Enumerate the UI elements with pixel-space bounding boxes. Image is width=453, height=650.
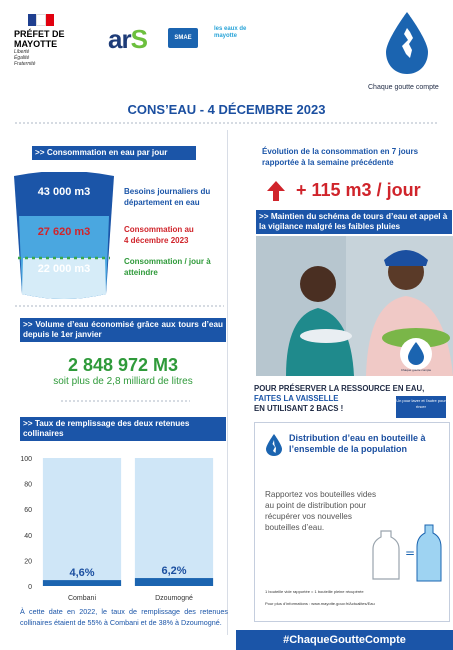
- current-label-line-2: 4 décembre 2023: [124, 236, 189, 245]
- distribution-rule: 1 bouteille vide rapportée = 1 bouteille pleine récupérée: [265, 589, 364, 594]
- bar: [43, 580, 121, 586]
- section-divider-2: [60, 400, 190, 402]
- evolution-text: Évolution de la consommation en 7 jours rapportée à la semaine précédente: [262, 147, 419, 167]
- evolution-value: + 115 m3 / jour: [296, 180, 421, 200]
- french-flag-icon: [28, 14, 54, 26]
- saved-header: >> Volume d’eau économisé grâce aux tours d’eau depuis le 1er janvier: [20, 318, 226, 342]
- poster-line-2: FAITES LA VAISSELLE: [254, 394, 339, 403]
- y-tick-label: 20: [24, 558, 32, 566]
- distribution-title: Distribution d’eau en bouteille à l’ensemble de la population: [289, 433, 426, 454]
- motto-egalite: Égalité: [14, 55, 30, 61]
- needs-label: Besoins journaliers du département en eau: [124, 187, 211, 207]
- poster-line-3: EN UTILISANT 2 BACS !: [254, 404, 344, 413]
- drop-caption: Chaque goutte compte: [368, 84, 439, 91]
- current-value: 27 620 m3: [37, 226, 91, 238]
- smae-logo: SMAE: [168, 28, 198, 48]
- y-tick-label: 60: [24, 507, 32, 515]
- poster-tag: Un pour laver et l’autre pour rincer: [396, 396, 446, 418]
- fill-rate-note: À cette date en 2022, le taux de remplissage des retenues collinaires étaient de 55% à Combani et de 38% à Dzoumogné.: [20, 607, 228, 627]
- target-label: Consommation / jour à atteindre: [124, 257, 211, 277]
- prefet-title: PRÉFET DE MAYOTTE: [14, 29, 65, 49]
- maintain-header: >> Maintien du schéma de tours d’eau et appel à la vigilance malgré les faibles pluies: [256, 210, 452, 234]
- hashtag-banner: [236, 630, 453, 650]
- drop-icon: [265, 433, 283, 457]
- y-tick-label: 100: [20, 456, 32, 463]
- saved-subtitle: soit plus de 2,8 milliard de litres: [53, 376, 193, 387]
- ars-logo-text: ar: [108, 24, 131, 54]
- page-title: CONS’EAU - 4 DÉCEMBRE 2023: [127, 102, 326, 117]
- svg-text:=: =: [405, 546, 416, 560]
- water-drop-logo-icon: [382, 10, 432, 76]
- arrow-up-icon: [266, 180, 286, 202]
- section-divider-1: [14, 305, 224, 307]
- hashtag-text: #ChaqueGoutteCompte: [283, 634, 406, 646]
- chart-title: >> Taux de remplissage des deux retenues collinaires: [20, 417, 226, 441]
- ars-logo: [108, 24, 147, 55]
- bar: [135, 578, 213, 586]
- motto-fraternite: Fraternité: [14, 61, 36, 67]
- title-divider: [14, 122, 439, 124]
- poster-badge: Chaque goutte compte: [400, 368, 432, 372]
- distribution-info: Pour plus d’informations : www.mayotte.gouv.fr/Actualites/Eau: [265, 601, 375, 606]
- y-tick-label: 80: [24, 481, 32, 489]
- current-label: [124, 224, 228, 246]
- bar-value-label: 6,2%: [161, 565, 187, 578]
- bottles-icon: [369, 521, 445, 583]
- prefet-logo: [14, 14, 94, 67]
- eaux-logo: les eaux de mayotte: [214, 26, 247, 39]
- needs-value: 43 000 m3: [37, 186, 91, 198]
- distribution-body: Rapportez vos bouteilles vides au point de distribution pour récupérer vos nouvelles bouteilles d’eau.: [265, 490, 377, 532]
- motto-liberte: Liberté: [14, 49, 30, 55]
- consumption-header: >> Consommation en eau par jour: [32, 146, 196, 160]
- saved-value: 2 848 972 M3: [67, 355, 179, 375]
- y-tick-label: 0: [28, 584, 32, 591]
- y-tick-label: 40: [24, 532, 32, 540]
- bar-value-label: 4,6%: [69, 567, 95, 580]
- dishwashing-illustration-icon: [256, 236, 453, 376]
- target-value: 22 000 m3: [37, 263, 91, 275]
- ars-logo-s: S: [130, 24, 147, 54]
- campaign-photo: [256, 236, 453, 376]
- poster-line-1: POUR PRÉSERVER LA RESSOURCE EN EAU,: [254, 384, 425, 393]
- current-label-line-1: Consommation au: [124, 225, 194, 234]
- fill-rate-chart: [14, 448, 224, 608]
- distribution-box: [254, 422, 450, 622]
- category-label: Dzoumogné: [155, 595, 193, 602]
- category-label: Combani: [67, 595, 97, 602]
